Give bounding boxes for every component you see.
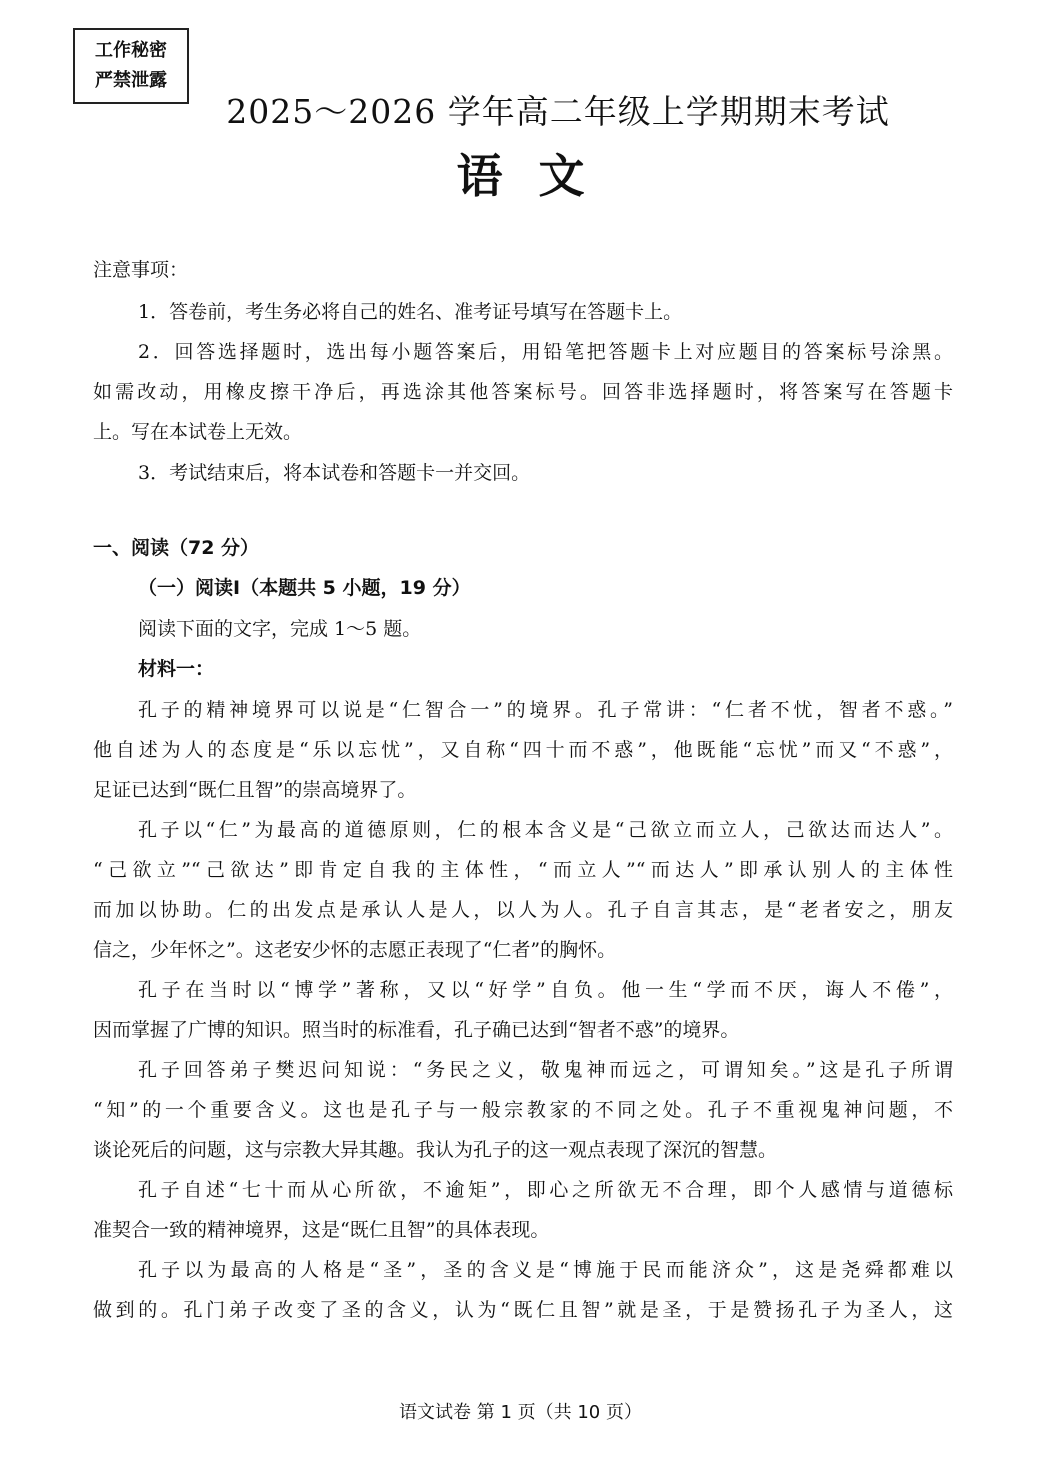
stamp-line-1: 工作秘密 xyxy=(95,40,167,61)
passage-line: 准契合一致的精神境界，这是“既仁且智”的具体表现。 xyxy=(93,1219,550,1241)
passage-line: 而加以协助。仁的出发点是承认人是人，以人为人。孔子自言其志，是“老者安之，朋友 xyxy=(93,899,953,921)
passage-line: 信之，少年怀之”。这老安少怀的志愿正表现了“仁者”的胸怀。 xyxy=(93,939,617,961)
passage-line: 他自述为人的态度是“乐以忘忧”，又自称“四十而不惑”，他既能“忘忧”而又“不惑”， xyxy=(93,739,953,761)
section-instruction: 阅读下面的文字，完成 1～5 题。 xyxy=(138,618,422,640)
material-label: 材料一： xyxy=(138,658,215,680)
stamp-line-2: 严禁泄露 xyxy=(95,70,167,91)
passage-line: 足证已达到“既仁且智”的崇高境界了。 xyxy=(93,779,417,801)
passage-line: 孔子回答弟子樊迟问知说：“务民之义，敬鬼神而远之，可谓知矣。”这是孔子所谓 xyxy=(138,1059,953,1081)
passage-line: 孔子以为最高的人格是“圣”，圣的含义是“博施于民而能济众”，这是尧舜都难以 xyxy=(138,1259,953,1281)
notice-item-2-line-1: 2．回答选择题时，选出每小题答案后，用铅笔把答题卡上对应题目的答案标号涂黑。 xyxy=(138,341,953,363)
page-footer: 语文试卷 第 1 页（共 10 页） xyxy=(399,1402,642,1423)
notice-heading: 注意事项： xyxy=(93,259,189,281)
notice-item-3: 3．考试结束后，将本试卷和答题卡一并交回。 xyxy=(138,462,531,484)
section-heading: 一、阅读（72 分） xyxy=(93,537,260,559)
passage-line: 谈论死后的问题，这与宗教大异其趣。我认为孔子的这一观点表现了深沉的智慧。 xyxy=(93,1139,778,1161)
subject-title: 语文 xyxy=(456,149,621,203)
notice-item-2-line-2: 如需改动，用橡皮擦干净后，再选涂其他答案标号。回答非选择题时，将答案写在答题卡 xyxy=(93,381,953,403)
passage-line: 做到的。孔门弟子改变了圣的含义，认为“既仁且智”就是圣，于是赞扬孔子为圣人，这 xyxy=(93,1299,953,1321)
passage-line: “己欲立”“己欲达”即肯定自我的主体性，“而立人”“而达人”即承认别人的主体性 xyxy=(93,859,953,881)
section-sub-heading: （一）阅读Ⅰ（本题共 5 小题，19 分） xyxy=(138,577,471,599)
passage-line: 因而掌握了广博的知识。照当时的标准看，孔子确已达到“智者不惑”的境界。 xyxy=(93,1019,740,1041)
passage-line: 孔子在当时以“博学”著称，又以“好学”自负。他一生“学而不厌，诲人不倦”， xyxy=(138,979,953,1001)
exam-title: 2025～2026 学年高二年级上学期期末考试 xyxy=(226,92,890,131)
passage-line: 孔子自述“七十而从心所欲，不逾矩”，即心之所欲无不合理，即个人感情与道德标 xyxy=(138,1179,953,1201)
notice-item-2-line-3: 上。写在本试卷上无效。 xyxy=(93,421,303,443)
notice-item-1: 1．答卷前，考生务必将自己的姓名、准考证号填写在答题卡上。 xyxy=(138,301,683,323)
passage-line: 孔子的精神境界可以说是“仁智合一”的境界。孔子常讲：“仁者不忧，智者不惑。” xyxy=(138,699,953,721)
passage-line: 孔子以“仁”为最高的道德原则，仁的根本含义是“己欲立而立人，己欲达而达人”。 xyxy=(138,819,953,841)
passage-line: “知”的一个重要含义。这也是孔子与一般宗教家的不同之处。孔子不重视鬼神问题，不 xyxy=(93,1099,953,1121)
